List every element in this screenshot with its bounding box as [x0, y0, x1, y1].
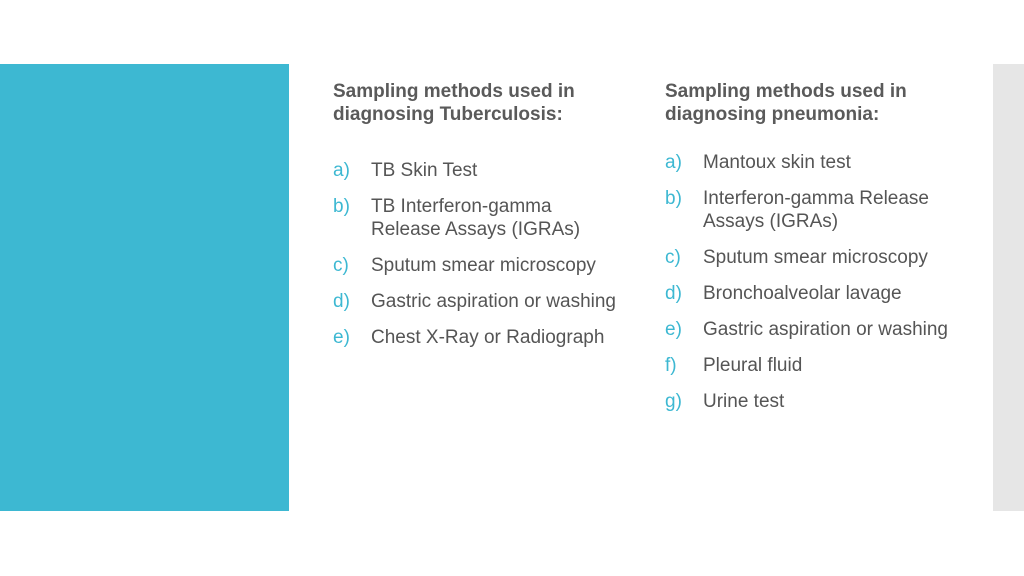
list-marker: g)	[665, 391, 682, 412]
list-marker: e)	[665, 319, 682, 340]
tuberculosis-heading: Sampling methods used in diagnosing Tuberculosis:	[333, 81, 575, 125]
list-item-text: Mantoux skin test	[703, 152, 851, 173]
list-item	[333, 254, 623, 277]
list-item-text: Gastric aspiration or washing	[371, 291, 616, 312]
list-marker: a)	[665, 152, 682, 173]
list-item-text: Urine test	[703, 391, 785, 412]
list-marker: d)	[333, 291, 350, 312]
list-item	[665, 390, 965, 413]
list-item-text: Bronchoalveolar lavage	[703, 283, 902, 304]
list-marker: d)	[665, 283, 682, 304]
list-item-text: Interferon-gamma Release Assays (IGRAs)	[703, 188, 929, 232]
list-item	[665, 151, 965, 174]
list-item-text: TB Skin Test	[371, 160, 478, 181]
list-marker: b)	[665, 188, 682, 209]
list-item-text: Sputum smear microscopy	[703, 247, 928, 268]
list-item-text: Pleural fluid	[703, 355, 803, 376]
list-item	[333, 159, 623, 182]
list-marker: c)	[665, 247, 681, 268]
list-item	[665, 318, 965, 341]
tuberculosis-list	[333, 159, 623, 349]
list-item	[333, 290, 623, 313]
list-marker: f)	[665, 355, 677, 376]
list-marker: b)	[333, 196, 350, 217]
side-strip	[993, 64, 1024, 511]
list-item	[665, 354, 965, 377]
pneumonia-list	[665, 151, 965, 413]
list-item	[665, 282, 965, 305]
tuberculosis-column	[333, 80, 623, 362]
list-item	[665, 246, 965, 269]
list-item	[333, 195, 623, 241]
pneumonia-heading: Sampling methods used in diagnosing pneumonia:	[665, 81, 907, 125]
pneumonia-column	[665, 80, 965, 426]
list-item	[333, 326, 623, 349]
list-item-text: Chest X-Ray or Radiograph	[371, 327, 605, 348]
list-item-text: Sputum smear microscopy	[371, 255, 596, 276]
list-item-text: TB Interferon-gamma Release Assays (IGRAs)	[371, 196, 581, 240]
list-item	[665, 187, 965, 233]
list-marker: e)	[333, 327, 350, 348]
accent-panel	[0, 64, 289, 511]
list-item-text: Gastric aspiration or washing	[703, 319, 948, 340]
list-marker: c)	[333, 255, 349, 276]
list-marker: a)	[333, 160, 350, 181]
